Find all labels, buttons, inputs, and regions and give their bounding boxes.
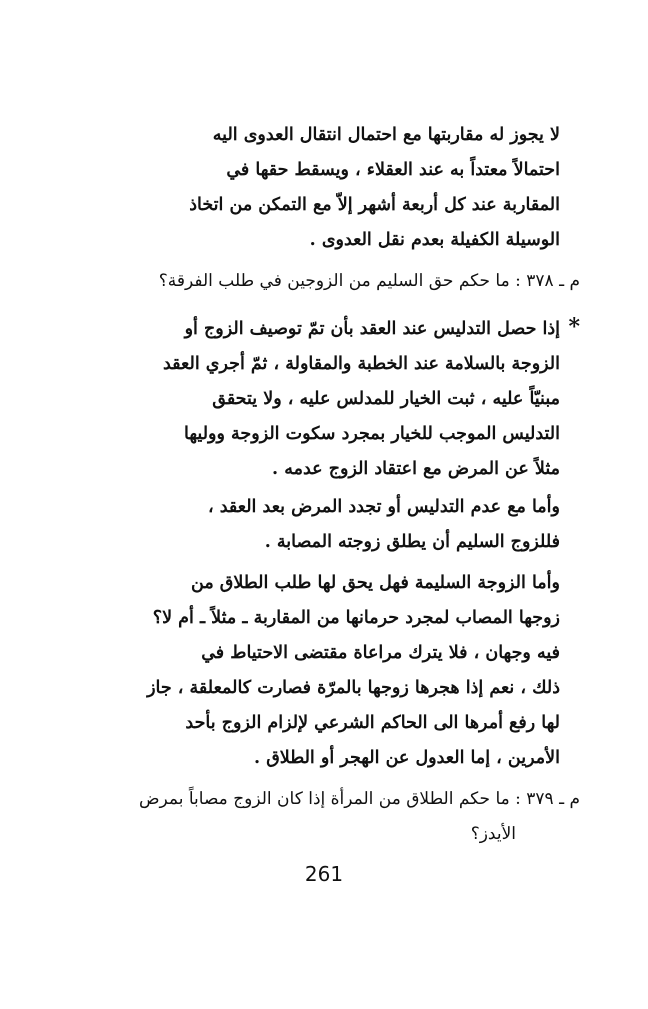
text-line: مثلاً عن المرض مع اعتقاد الزوج عدمه .: [272, 459, 560, 479]
text-line: الأمرين ، إما العدول عن الهجر أو الطلاق .: [254, 748, 560, 768]
question-379: [50, 782, 580, 852]
question-378: [50, 264, 580, 299]
paragraph-p4: [128, 566, 560, 776]
text-line: الزوجة بالسلامة عند الخطبة والمقاولة ، ثمّ أجري العقد: [163, 354, 560, 374]
text-line: لا يجوز له مقاربتها مع احتمال انتقال العدوى اليه: [212, 125, 560, 145]
text-line: وأما مع عدم التدليس أو تجدد المرض بعد العقد ،: [208, 497, 560, 517]
text-line: التدليس الموجب للخيار بمجرد سكوت الزوجة ووليها: [184, 424, 560, 444]
text-line: لها رفع أمرها الى الحاكم الشرعي لإلزام الزوج بأحد: [185, 713, 560, 733]
page-number: 261: [304, 862, 344, 886]
text-line: المقاربة عند كل أربعة أشهر إلاّ مع التمكن من اتخاذ: [189, 195, 560, 215]
question-line: م ـ ٣٧٨ : ما حكم حق السليم من الزوجين في طلب الفرقة؟: [158, 271, 580, 291]
text-line: فيه وجهان ، فلا يترك مراعاة مقتضى الاحتياط في: [201, 643, 560, 663]
paragraph-p3: [128, 490, 560, 560]
text-line: احتمالاً معتداً به عند العقلاء ، ويسقط حقها في: [226, 160, 560, 180]
paragraph-p1: [128, 118, 560, 258]
question-line: م ـ ٣٧٩ : ما حكم الطلاق من المرأة إذا كان الزوج مصاباً بمرض: [138, 789, 580, 809]
text-line: وأما الزوجة السليمة فهل يحق لها طلب الطلاق من: [191, 573, 560, 593]
text-line: زوجها المصاب لمجرد حرمانها من المقاربة ـ مثلاً ـ أم لا؟: [152, 608, 560, 628]
paragraph-p2: [128, 312, 580, 487]
text-line: مبنيّاً عليه ، ثبت الخيار للمدلس عليه ، ولا يتحقق: [212, 389, 560, 409]
text-line: ذلك ، نعم إذا هجرها زوجها بالمرّة فصارت كالمعلقة ، جاز: [147, 678, 560, 698]
question-line: الأيدز؟: [470, 824, 516, 844]
text-line: فللزوج السليم أن يطلق زوجته المصابة .: [264, 532, 560, 552]
asterisk-marker: *: [568, 314, 580, 340]
text-line: إذا حصل التدليس عند العقد بأن تمّ توصيف الزوج أو: [184, 319, 560, 339]
text-line: الوسيلة الكفيلة بعدم نقل العدوى .: [309, 230, 560, 250]
